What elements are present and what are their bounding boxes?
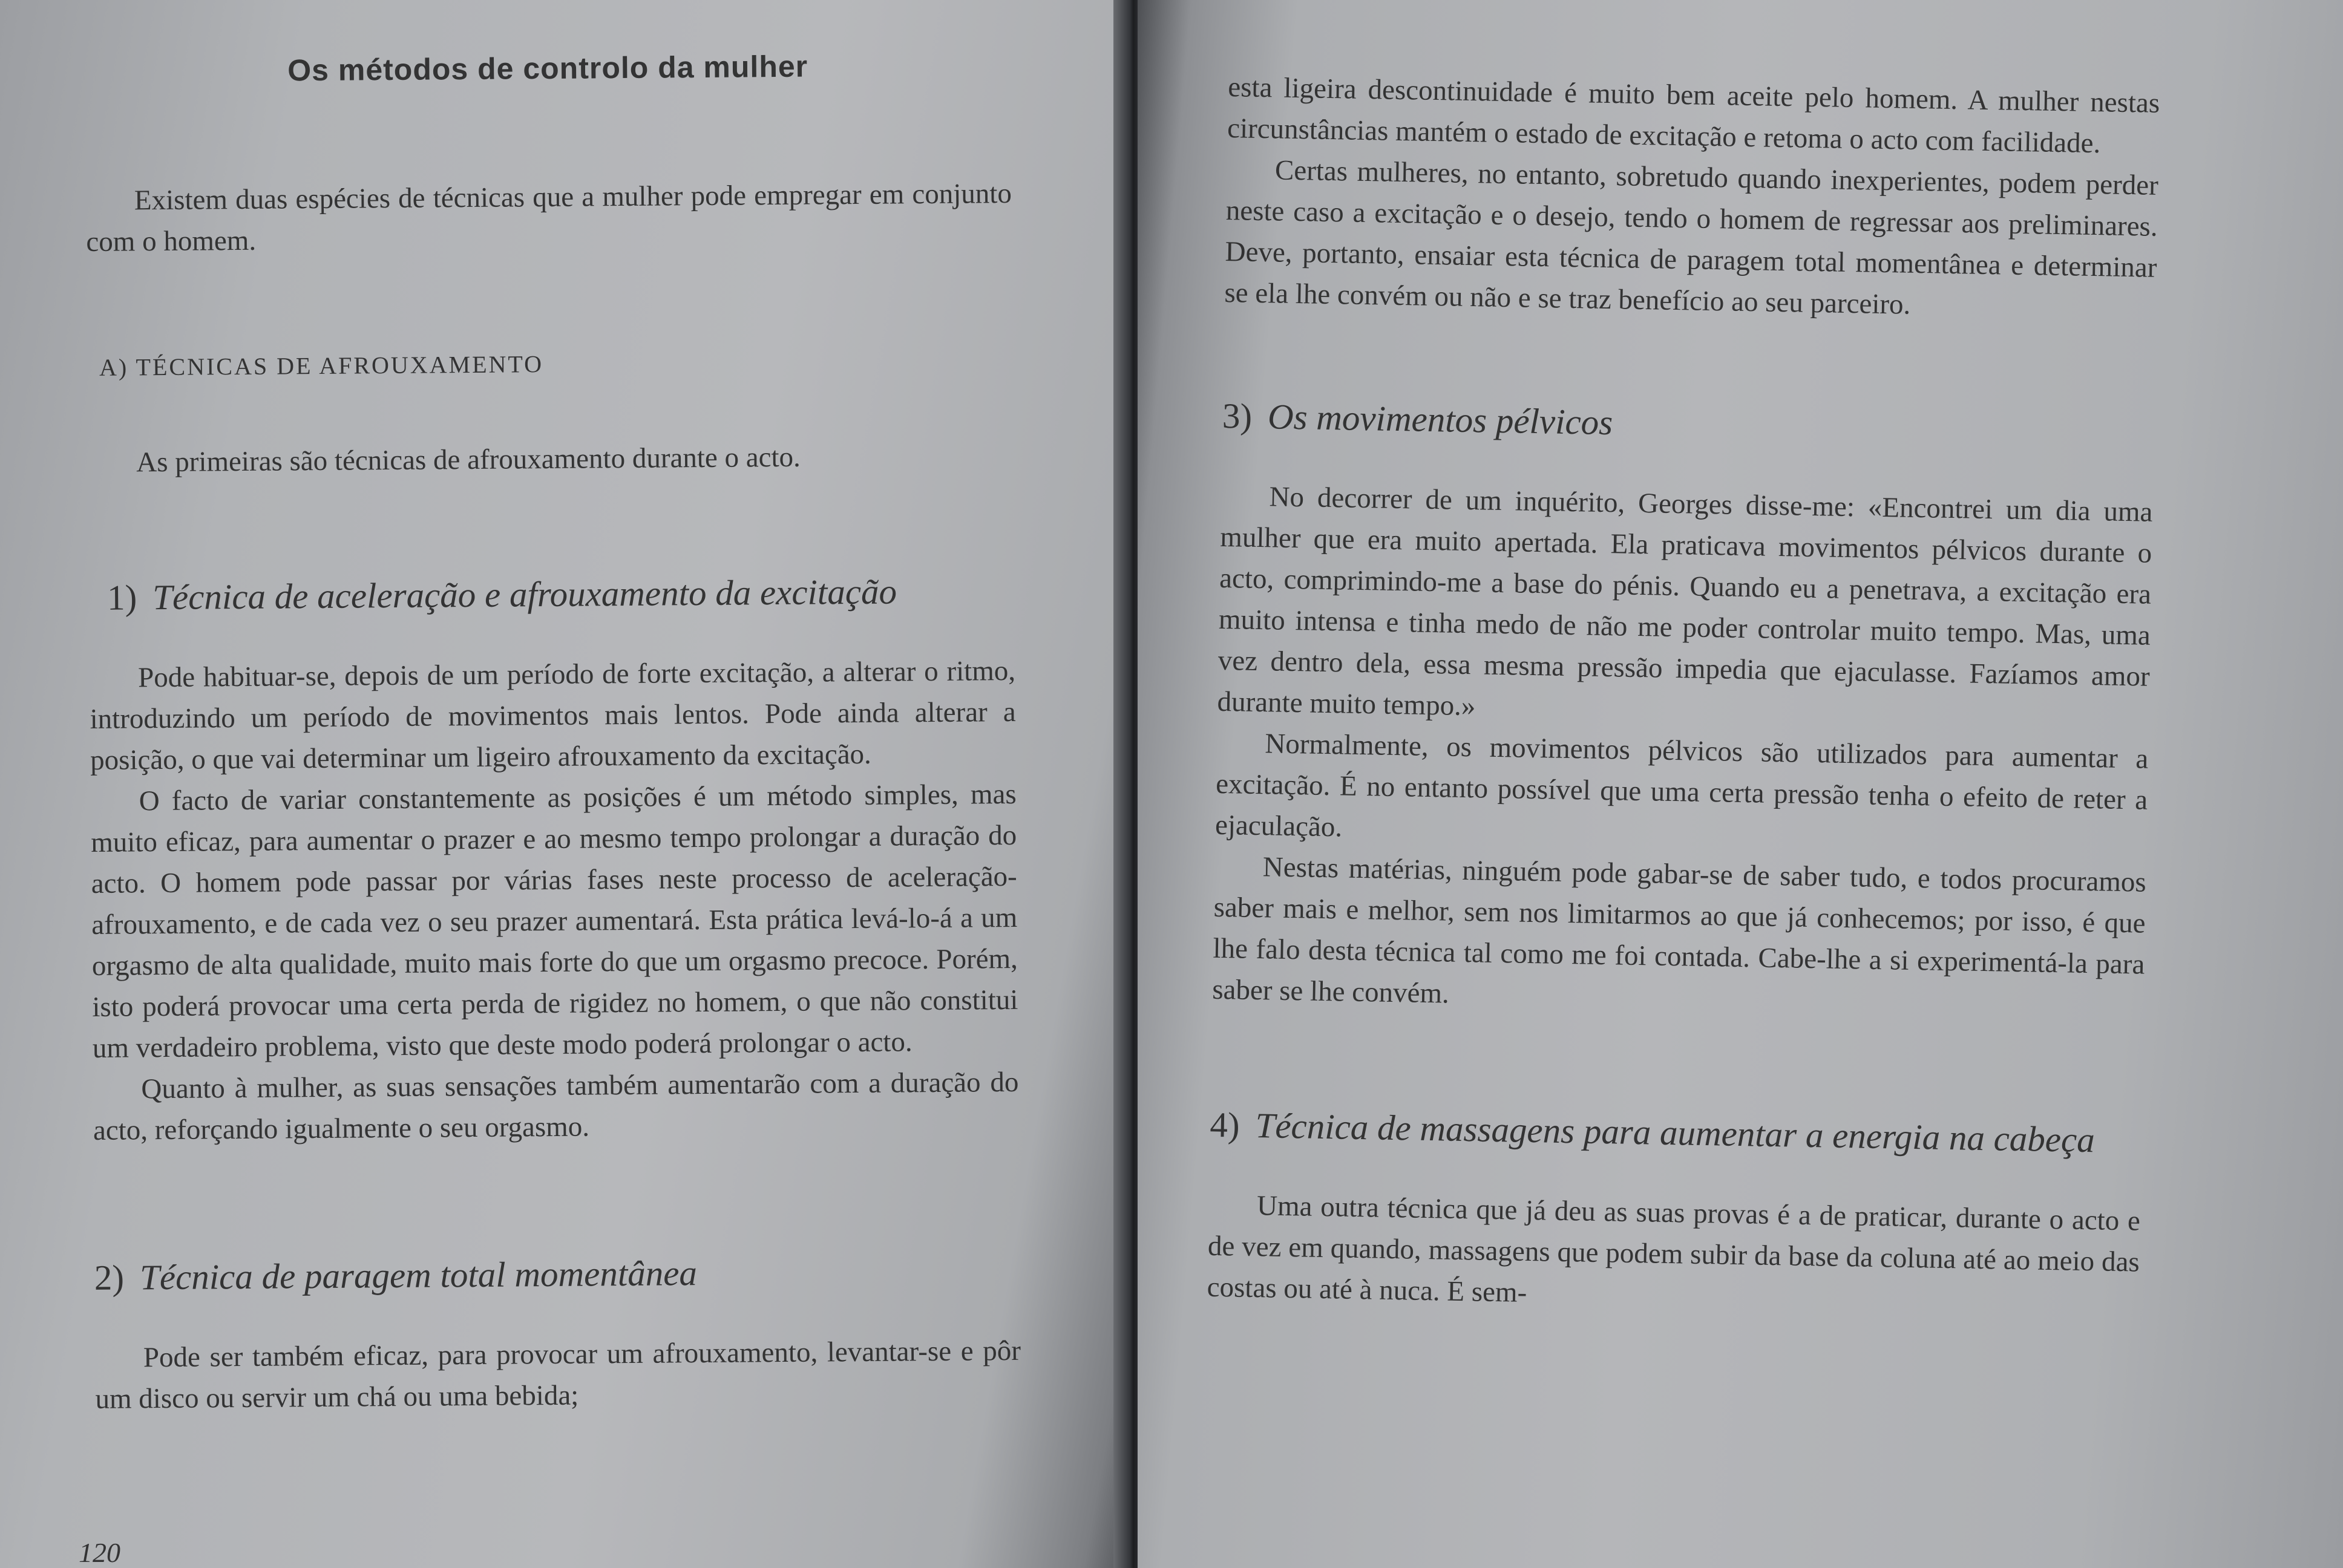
heading-technique-1 <box>107 567 1015 621</box>
body-paragraph: Normalmente, os movimentos pélvicos são utilizados para aumentar a excitação. É no entanto possível que uma certa pressão tenha o efeito de reter a ejaculação. <box>1214 728 2149 843</box>
intro-paragraph: Existem duas espécies de técnicas que a mulher pode empregar em conjunto com o homem. <box>86 177 1012 258</box>
section-heading: A) TÉCNICAS DE AFROUXAMENTO <box>99 350 544 381</box>
right-page <box>1138 0 2343 1568</box>
heading-title: Técnica de massagens para aumentar a energia na cabeça <box>1255 1105 2096 1160</box>
body-paragraph: esta ligeira descontinuidade é muito bem aceite pelo homem. A mulher nestas circunstâncias mantém o estado de excitação e retoma o acto com facilidade. <box>1227 71 2160 160</box>
body-paragraph: Quanto à mulher, as suas sensações também aumentarão com a duração do acto, reforçando igualmente o seu orgasmo. <box>93 1066 1019 1146</box>
running-head: Os métodos de controlo da mulher <box>287 49 808 88</box>
heading-number: 1) <box>106 577 137 618</box>
section-intro-paragraph: As primeiras são técnicas de afrouxamento durante o acto. <box>136 441 801 479</box>
body-paragraph: Uma outra técnica que já deu as suas provas é a de praticar, durante o acto e de vez em quando, massagens que podem subir da base da coluna até ao meio das costas ou até à nuca. É sem- <box>1207 1190 2141 1308</box>
left-page-text-block <box>85 47 1021 1420</box>
right-page-text-block <box>1207 67 2160 1324</box>
heading-number: 3) <box>1222 395 1253 436</box>
body-paragraph: Nestas matérias, ninguém pode gabar-se de saber tudo, e todos procuramos saber mais e melhor, sem nos limitarmos ao que já conhecemos; por isso, é que lhe falo desta técnica tal como me foi contada. Cabe-lhe a si experimentá-la para saber se lhe convém. <box>1211 851 2147 1010</box>
heading-title: Técnica de paragem total momentânea <box>139 1253 698 1298</box>
heading-number: 2) <box>94 1257 125 1298</box>
body-paragraph: Pode habituar-se, depois de um período de forte excitação, a alterar o ritmo, introduzindo um período de movimentos mais lentos. Pode ainda alterar a posição, o que vai determinar um ligeiro afrouxamento da excitação. <box>90 655 1016 776</box>
heading-title: Técnica de aceleração e afrouxamento da excitação <box>152 571 897 618</box>
heading-technique-3 <box>1222 392 2154 456</box>
heading-number: 4) <box>1209 1104 1240 1145</box>
body-paragraph: Pode ser também eficaz, para provocar um afrouxamento, levantar-se e pôr um disco ou servir um chá ou uma bebida; <box>95 1334 1021 1415</box>
body-paragraph: No decorrer de um inquérito, Georges disse-me: «Encontrei um dia uma mulher que era muito apertada. Ela praticava movimentos pélvicos durante o acto, comprimindo-me a base do pénis. Quando eu a penetrava, a excitação era muito intensa e tinha medo de não me poder controlar muito tempo. Mas, uma vez dentro dela, essa mesma pressão impedia que ejaculasse. Fazíamos amor durante muito tempo.» <box>1217 481 2153 722</box>
body-paragraph: Certas mulheres, no entanto, sobretudo quando inexperientes, podem perder neste caso a excitação e o desejo, tendo o homem de regressar aos preliminares. Deve, portanto, ensaiar esta técnica de paragem total momentânea e determinar se ela lhe convém ou não e se traz benefício ao seu parceiro. <box>1224 154 2159 321</box>
page-number: 120 <box>79 1537 120 1568</box>
heading-technique-2 <box>94 1247 1021 1301</box>
heading-technique-4 <box>1210 1101 2142 1165</box>
heading-title: Os movimentos pélvicos <box>1267 396 1613 443</box>
left-page <box>0 0 1126 1568</box>
body-paragraph: O facto de variar constantemente as posições é um método simples, mas muito eficaz, para aumentar o prazer e ao mesmo tempo prolongar a duração do acto. O homem pode passar por várias fases neste processo de aceleração-afrouxamento, e de cada vez o seu prazer aumentará. Esta prática levá-lo-á a um orgasmo de alta qualidade, muito mais forte do que um orgasmo precoce. Porém, isto poderá provocar uma certa perda de rigidez no homem, o que não constitui um verdadeiro problema, visto que deste modo poderá prolongar o acto. <box>91 778 1018 1064</box>
